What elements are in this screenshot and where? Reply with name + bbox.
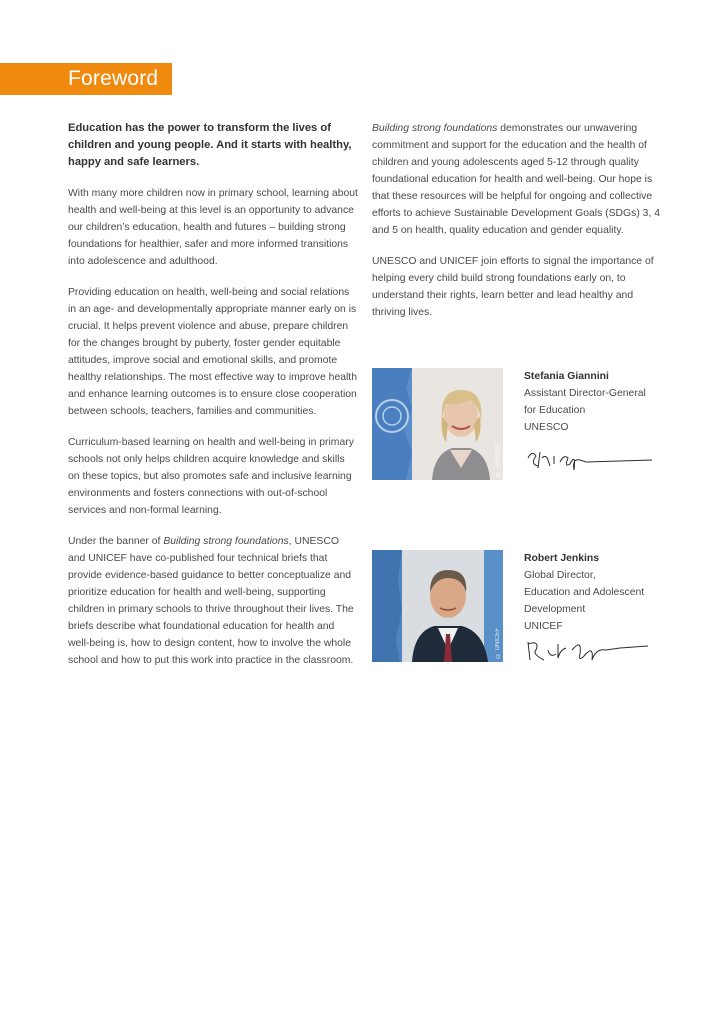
paragraph-4-start: Under the banner of <box>68 536 164 547</box>
signatory-title-line: Assistant Director-General <box>524 388 646 399</box>
photo-credit-jenkins: © UNICEF <box>495 628 501 658</box>
photo-credit-giannini: © UNESCO <box>495 442 501 476</box>
signature-jenkins <box>524 636 654 664</box>
paragraph-3: Curriculum-based learning on health and well-being in primary schools not only helps children acquire knowledge and skills on these topics, but also promotes safe and inclusive learning environments and fosters connections with out-of-school services and non-formal learning. <box>68 437 354 516</box>
signatory-title-line: for Education <box>524 405 586 416</box>
paragraph-4-title: Building strong foundations <box>163 536 289 547</box>
signatory-title-line: UNESCO <box>524 422 569 433</box>
signatory-name: Robert Jenkins <box>524 553 600 564</box>
paragraph-4-rest: , UNESCO and UNICEF have co-published four technical briefs that provide evidence-based guidance to better conceptualize and prioritize education for health and well-being, supporting children in primary schools to thrive throughout their lives. The briefs describe what foundational education for health and well-being is, how to design content, how to involve the whole school and how to put this work into practice in the classroom. <box>68 536 354 666</box>
signatory-title-line: Development <box>524 604 586 615</box>
signatory-name: Stefania Giannini <box>524 371 609 382</box>
paragraph-5-rest: demonstrates our unwavering commitment and support for the education and the health of children and young adolescents aged 5-12 through quality foundational education for health and well-being. Our hope is that these resources will be helpful for ongoing and collective efforts to achieve Sustainable Development Goals (SDGs) 3, 4 and 5 on health, quality education and gender equality. <box>372 123 661 236</box>
paragraph-5 <box>372 120 662 239</box>
signature-giannini <box>524 444 654 472</box>
signatory-block-giannini <box>372 368 662 480</box>
portrait-illustration-jenkins <box>372 550 503 662</box>
lead-paragraph: Education has the power to transform the lives of children and young people. And it starts with healthy, happy and safe learners. <box>68 122 352 168</box>
paragraph-2: Providing education on health, well-being and social relations in an age- and developmentally appropriate manner early on is crucial. It helps prevent violence and abuse, prepare children for the changes brought by puberty, foster gender equitable attitudes, improve social and emotional skills, and promote healthy relationships. The most effective way to improve health and enhance learning outcomes is to ensure close cooperation between schools, teachers, families and communities. <box>68 287 357 417</box>
paragraph-6: UNESCO and UNICEF join efforts to signal the importance of helping every child build strong foundations early on, to understand their rights, learn better and lead healthy and thriving lives. <box>372 256 654 318</box>
signatory-block-jenkins <box>372 550 662 662</box>
paragraph-4 <box>68 533 358 669</box>
signatory-title-line: Education and Adolescent <box>524 587 645 598</box>
signatory-details-jenkins <box>524 550 664 635</box>
portrait-photo-jenkins <box>372 550 503 662</box>
right-column <box>372 120 662 335</box>
left-column <box>68 120 358 683</box>
signatory-title-line: Global Director, <box>524 570 596 581</box>
section-title-banner: Foreword <box>0 63 172 95</box>
signatory-details-giannini <box>524 368 664 436</box>
portrait-illustration-giannini <box>372 368 503 480</box>
paragraph-5-title: Building strong foundations <box>372 123 498 134</box>
paragraph-1: With many more children now in primary school, learning about health and well-being at this level is an opportunity to advance our children’s education, health and futures – building strong foundations for healthier, safer and more informed transitions into adolescence and adulthood. <box>68 188 358 267</box>
signatory-title-line: UNICEF <box>524 621 563 632</box>
portrait-photo-giannini <box>372 368 503 480</box>
